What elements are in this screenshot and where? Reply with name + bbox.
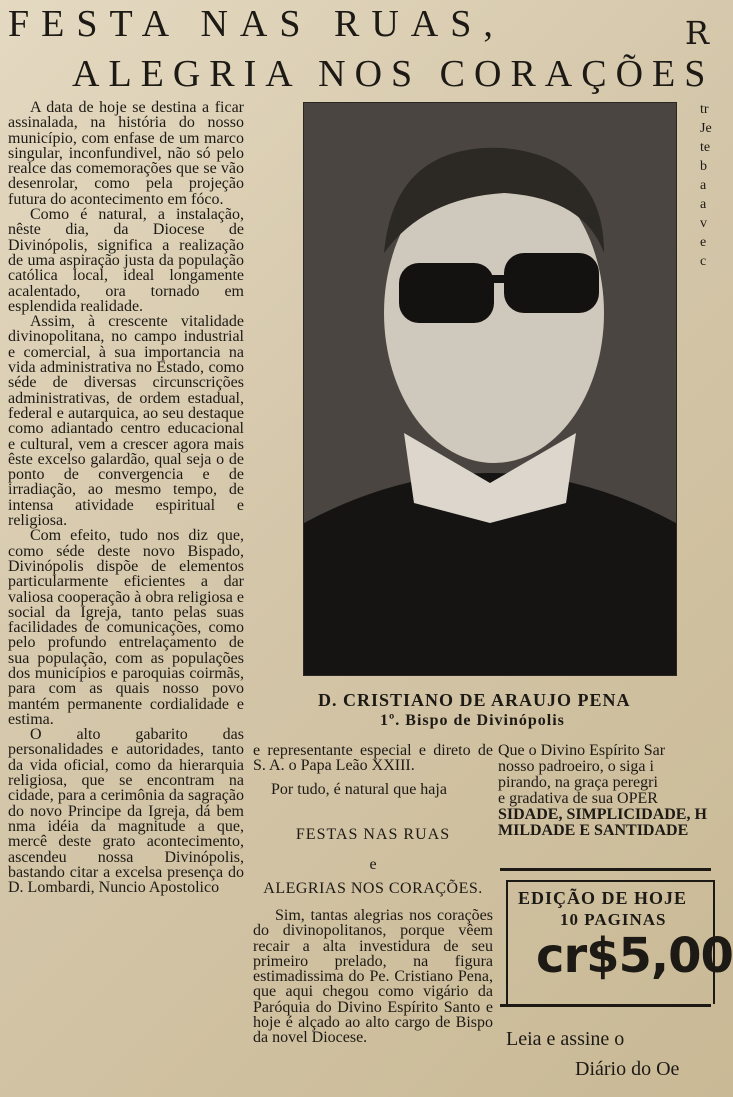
edition-pages: 10 PAGINAS (560, 910, 667, 929)
divider-rule (500, 1004, 711, 1007)
paragraph: Por tudo, é natural que haja (271, 780, 447, 798)
article-column-2-top (253, 743, 493, 797)
edge-column-fragment: tr Je te b a a v e c (700, 102, 712, 269)
headline-line-2: ALEGRIA NOS CORAÇÕES (72, 53, 715, 95)
text-line: pirando, na graça peregri (498, 774, 658, 791)
headline-line-1: FESTA NAS RUAS, (8, 3, 505, 45)
subhead-alegrias: ALEGRIAS NOS CORAÇÕES. (263, 880, 483, 897)
divider-rule (500, 868, 711, 871)
portrait-illustration (304, 103, 676, 675)
text-line: SIDADE, SIMPLICIDADE, H (498, 806, 707, 823)
photo-caption-title: 1º. Bispo de Divinópolis (380, 712, 565, 729)
newspaper-name-promo: Diário do Oe (575, 1058, 680, 1080)
photo-caption-name: D. CRISTIANO DE ARAUJO PENA (318, 690, 631, 710)
article-column-3 (498, 743, 711, 839)
article-column-1 (8, 100, 244, 895)
text-line: e gradativa de sua OPER (498, 790, 658, 807)
subscribe-promo: Leia e assine o (506, 1028, 625, 1050)
text-line: nosso padroeiro, o siga i (498, 758, 654, 775)
paragraph: Sim, tantas alegrias nos corações do divinopolitanos, porque vêem recair a alta investidura de seu primeiro prelado, na figura estimadissima do Pe. Cristiano Pena, que aqui chegou como vigário da Paróquia do Divino Espírito Santo e hoje é alçado ao alto cargo de Bispo da novel Diocese. (253, 907, 493, 1047)
edition-price: cr$5,00 (536, 928, 733, 984)
paragraph: Com efeito, tudo nos diz que, como séde deste novo Bispado, Divinópolis dispõe de elementos particularmente eficientes a dar valiosa cooperação à obra religiosa e social da Igreja, tanto pelas suas facilidades de comunicações, como pelo profundo entrelaçamento de sua população, com as populações dos municípios e paroquias coirmãs, para com as quais nosso povo mantém permanente cordialidade e estima. (8, 527, 244, 728)
paragraph: e representante especial e direto de S. A. o Papa Leão XXIII. (253, 742, 493, 775)
subhead-conjunction: e (369, 856, 377, 873)
edge-letter: R (684, 14, 709, 52)
paragraph: A data de hoje se destina a ficar assinalada, na história do nosso município, com enfase de um marco singular, inconfundivel, não só pelo realce das comemorações que se vão desenrolar, como pela projeção futura do acontecimento em fóco. (8, 99, 244, 208)
paragraph: Assim, à crescente vitalidade divinopolitana, no campo industrial e comercial, à sua importancia na vida administrativa no Estado, como séde de diversas circunscrições administrativas, de ordem estadual, federal e autarquica, ao seu destaque como adiantado centro educacional e cultural, vem a crescer agora mais êste excelso galardão, qual seja o de ponto de convergencia e de irradiação, ao mesmo tempo, de intensa atividade espiritual e religiosa. (8, 313, 244, 530)
article-column-2-bottom (253, 908, 493, 1046)
paragraph: Como é natural, a instalação, nêste dia, da Diocese de Divinópolis, significa a realização de uma aspiração justa da população católica local, ideal longamente acalentado, ora tornado em esplendida realidade. (8, 206, 244, 315)
bishop-portrait-photo (303, 102, 677, 676)
edition-label: EDIÇÃO DE HOJE (518, 888, 688, 908)
subhead-festas: FESTAS NAS RUAS (295, 826, 451, 843)
text-line: Que o Divino Espírito Sar (498, 742, 666, 759)
paragraph: O alto gabarito das personalidades e autoridades, tanto da vida oficial, como da hierarquia religiosa, que se encontram na cidade, para a cerimônia da sagração do novo Principe da Igreja, dá bem nma idéia da magnitude a que, mercê deste grato acontecimento, ascendeu nossa Divinópolis, bastando citar a excelsa presença do D. Lombardi, Nuncio Apostolico (8, 726, 244, 897)
text-line: MILDADE E SANTIDADE (498, 822, 689, 839)
